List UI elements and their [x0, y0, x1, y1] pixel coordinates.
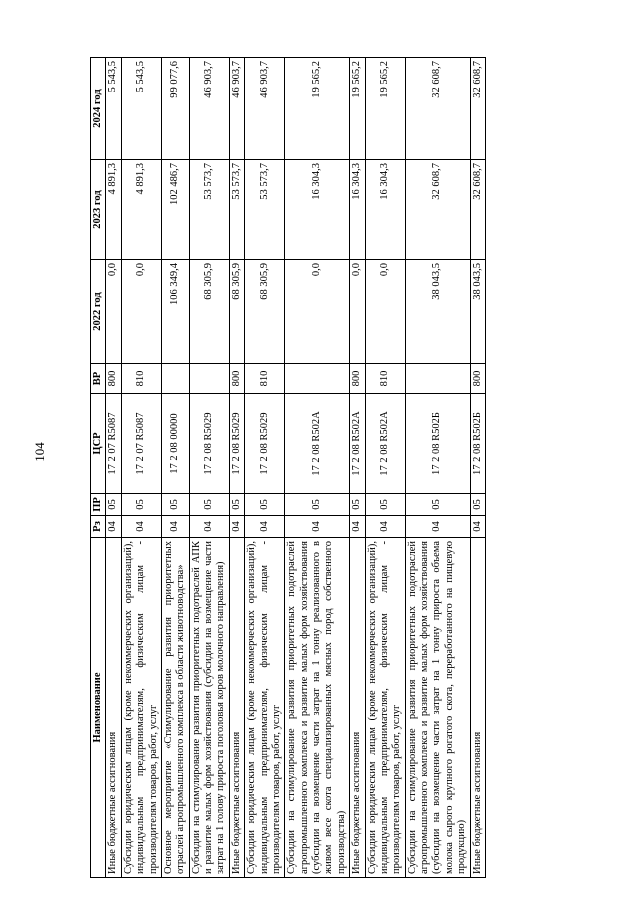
header-vr: ВР [91, 364, 106, 394]
cell-y2024: 19 565,2 [285, 58, 350, 160]
cell-name: Субсидии юридическим лицам (кроме некоммерческих организаций), индивидуальным предпринимателям, физическим лицам - производителям товаров, работ, услуг [245, 538, 285, 878]
cell-y2022: 0,0 [106, 260, 121, 364]
cell-pr: 05 [121, 494, 161, 516]
cell-name: Субсидии юридическим лицам (кроме некоммерческих организаций), индивидуальным предпринимателям, физическим лицам - производителям товаров, работ, услуг [365, 538, 405, 878]
table-row [229, 58, 244, 878]
cell-rz: 04 [405, 516, 470, 538]
cell-y2022: 68 305,9 [229, 260, 244, 364]
cell-pr: 05 [161, 494, 189, 516]
cell-csr: 17 2 08 R5029 [245, 394, 285, 494]
cell-y2022: 0,0 [121, 260, 161, 364]
table-row [161, 58, 189, 878]
cell-name: Иные бюджетные ассигнования [229, 538, 244, 878]
cell-name: Субсидии юридическим лицам (кроме некоммерческих организаций), индивидуальным предпринимателям, физическим лицам - производителям товаров, работ, услуг [121, 538, 161, 878]
cell-y2024: 5 543,5 [106, 58, 121, 160]
cell-name: Иные бюджетные ассигнования [350, 538, 365, 878]
table-header-row [91, 58, 106, 878]
cell-rz: 04 [350, 516, 365, 538]
rotated-table-container [90, 58, 550, 878]
cell-rz: 04 [245, 516, 285, 538]
cell-y2022: 38 043,5 [405, 260, 470, 364]
cell-rz: 04 [285, 516, 350, 538]
cell-y2024: 46 903,7 [189, 58, 229, 160]
page-number: 104 [32, 442, 47, 462]
cell-y2023: 53 573,7 [245, 160, 285, 260]
cell-csr: 17 2 08 R502А [350, 394, 365, 494]
cell-y2022: 0,0 [350, 260, 365, 364]
cell-y2022: 0,0 [285, 260, 350, 364]
cell-name: Иные бюджетные ассигнования [106, 538, 121, 878]
cell-pr: 05 [365, 494, 405, 516]
cell-y2023: 102 486,7 [161, 160, 189, 260]
header-2023: 2023 год [91, 160, 106, 260]
cell-vr [161, 364, 189, 394]
table-row [285, 58, 350, 878]
header-2022: 2022 год [91, 260, 106, 364]
cell-rz: 04 [106, 516, 121, 538]
cell-vr: 800 [106, 364, 121, 394]
cell-vr: 810 [245, 364, 285, 394]
cell-vr: 800 [470, 364, 485, 394]
cell-pr: 05 [350, 494, 365, 516]
cell-y2024: 99 077,6 [161, 58, 189, 160]
budget-table [90, 57, 486, 878]
cell-csr: 17 2 08 00000 [161, 394, 189, 494]
cell-y2022: 38 043,5 [470, 260, 485, 364]
table-row [245, 58, 285, 878]
cell-pr: 05 [245, 494, 285, 516]
cell-rz: 04 [470, 516, 485, 538]
cell-pr: 05 [285, 494, 350, 516]
cell-y2024: 19 565,2 [365, 58, 405, 160]
cell-pr: 05 [229, 494, 244, 516]
cell-vr: 810 [365, 364, 405, 394]
cell-y2022: 106 349,4 [161, 260, 189, 364]
cell-y2024: 32 608,7 [405, 58, 470, 160]
cell-name: Субсидии на стимулирование развития приоритетных подотраслей агропромышленного комплекса и развитие малых форм хозяйствования (субсидии на возмещение части затрат на 1 тонну прироста объема молока сырого крупного рогатого скота, переработанного на пищевую продукцию) [405, 538, 470, 878]
header-csr: ЦСР [91, 394, 106, 494]
cell-pr: 05 [189, 494, 229, 516]
cell-y2024: 46 903,7 [245, 58, 285, 160]
header-pr: ПР [91, 494, 106, 516]
cell-y2023: 32 608,7 [405, 160, 470, 260]
table-row [106, 58, 121, 878]
cell-vr: 800 [229, 364, 244, 394]
cell-rz: 04 [161, 516, 189, 538]
cell-pr: 05 [405, 494, 470, 516]
cell-csr: 17 2 08 R502Б [405, 394, 470, 494]
cell-csr: 17 2 07 R5087 [121, 394, 161, 494]
cell-y2023: 53 573,7 [189, 160, 229, 260]
table-row [121, 58, 161, 878]
header-rz: Рз [91, 516, 106, 538]
cell-rz: 04 [189, 516, 229, 538]
cell-csr: 17 2 08 R502А [365, 394, 405, 494]
cell-y2023: 4 891,3 [106, 160, 121, 260]
cell-csr: 17 2 08 R5029 [229, 394, 244, 494]
table-row [470, 58, 485, 878]
cell-vr [405, 364, 470, 394]
cell-y2023: 16 304,3 [285, 160, 350, 260]
cell-rz: 04 [121, 516, 161, 538]
cell-csr: 17 2 08 R502Б [470, 394, 485, 494]
cell-y2023: 16 304,3 [365, 160, 405, 260]
cell-y2023: 53 573,7 [229, 160, 244, 260]
header-2024: 2024 год [91, 58, 106, 160]
table-row [350, 58, 365, 878]
cell-name: Основное мероприятие «Стимулирование развития приоритетных отраслей агропромышленного комплекса в области животноводства» [161, 538, 189, 878]
table-row [405, 58, 470, 878]
cell-name: Субсидии на стимулирование развития приоритетных подотраслей агропромышленного комплекса и развитие малых форм хозяйствования (субсидии на возмещение части затрат на 1 тонну реализованного в живом весе скота специализированных мясных пород собственного производства) [285, 538, 350, 878]
cell-y2024: 19 565,2 [350, 58, 365, 160]
cell-y2024: 32 608,7 [470, 58, 485, 160]
cell-y2022: 68 305,9 [245, 260, 285, 364]
table-row [365, 58, 405, 878]
cell-name: Субсидии на стимулирование развития приоритетных подотраслей АПК и развитие малых форм хозяйствования (субсидии на возмещение части затрат на 1 голову прироста поголовья коров молочного направления) [189, 538, 229, 878]
table-row [189, 58, 229, 878]
header-name: Наименование [91, 538, 106, 878]
cell-csr: 17 2 07 R5087 [106, 394, 121, 494]
cell-csr: 17 2 08 R502А [285, 394, 350, 494]
cell-vr [189, 364, 229, 394]
cell-pr: 05 [106, 494, 121, 516]
cell-y2024: 5 543,5 [121, 58, 161, 160]
cell-rz: 04 [365, 516, 405, 538]
cell-y2023: 32 608,7 [470, 160, 485, 260]
cell-vr: 810 [121, 364, 161, 394]
cell-name: Иные бюджетные ассигнования [470, 538, 485, 878]
cell-y2022: 68 305,9 [189, 260, 229, 364]
cell-y2023: 4 891,3 [121, 160, 161, 260]
cell-y2023: 16 304,3 [350, 160, 365, 260]
cell-csr: 17 2 08 R5029 [189, 394, 229, 494]
cell-vr [285, 364, 350, 394]
cell-y2022: 0,0 [365, 260, 405, 364]
cell-pr: 05 [470, 494, 485, 516]
cell-rz: 04 [229, 516, 244, 538]
cell-y2024: 46 903,7 [229, 58, 244, 160]
cell-vr: 800 [350, 364, 365, 394]
